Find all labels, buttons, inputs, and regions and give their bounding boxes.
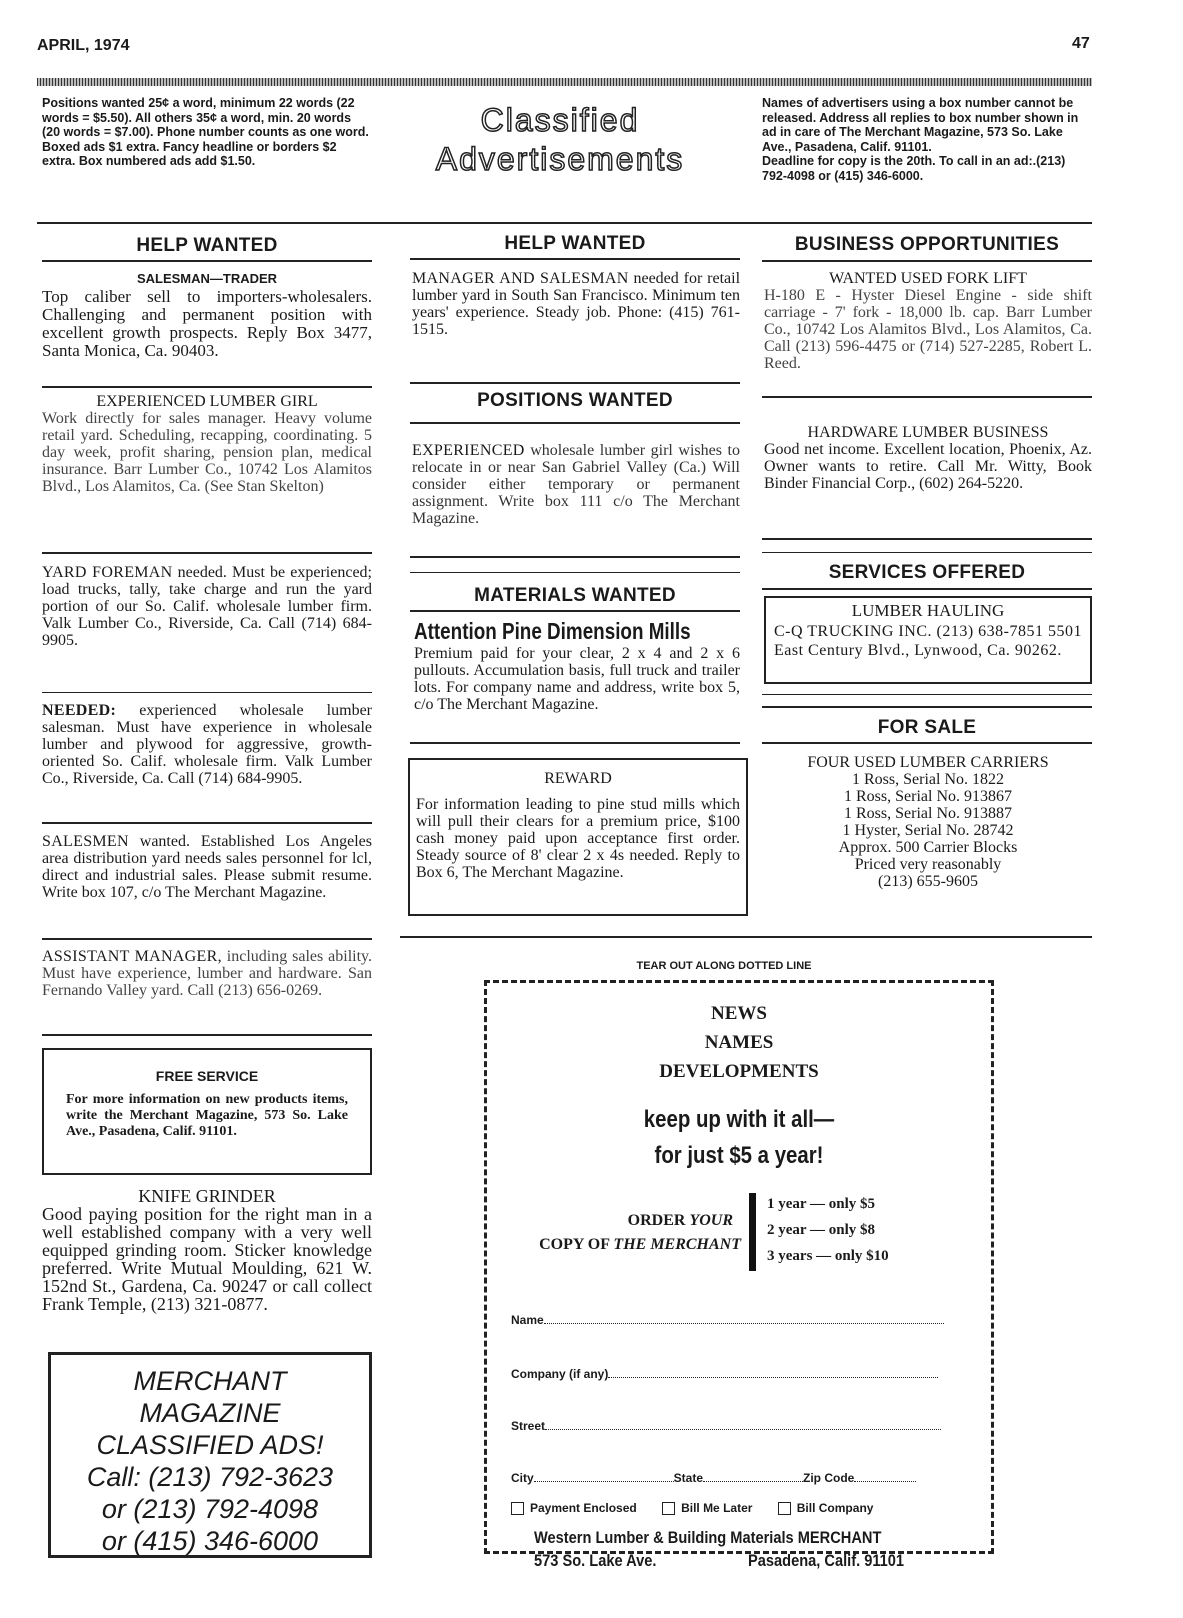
divider bbox=[410, 742, 740, 744]
price-3-year[interactable]: 3 years — only $10 bbox=[767, 1248, 889, 1264]
box-notice-text: Names of advertisers using a box number cannot be released. Address all replies to box number shown in ad in care of The Merchant Magazine, 573 So. Lake Ave., Pasadena, Calif. 91101. bbox=[762, 96, 1079, 154]
promo-line: MAGAZINE bbox=[139, 1398, 281, 1428]
order-line-1b: YOUR bbox=[689, 1212, 733, 1229]
masthead-rule bbox=[37, 222, 1092, 224]
col2-heading-rule bbox=[410, 258, 740, 260]
carrier-line: (213) 655-9605 bbox=[878, 873, 978, 890]
divider bbox=[410, 556, 740, 558]
divider bbox=[410, 572, 740, 573]
ad-lead: MANAGER AND SALESMAN bbox=[412, 270, 629, 287]
ad-lead: ASSISTANT MANAGER, bbox=[42, 948, 222, 965]
ad-body: H-180 E - Hyster Diesel Engine - side shift carriage - 7' fork - 18,000 lb. cap. Barr Lumber Co., 10742 Los Alamitos Blvd., Los Alamitos, Ca. Call (213) 596-4475 or (714) 527-2285, Robert L. Reed. bbox=[764, 287, 1092, 372]
ad-body: wholesale lumber girl wishes to relocate in or near San Gabriel Valley (Ca.) Will consider either temporary or permanent assignment. Write box 111 c/o The Merchant Magazine. bbox=[412, 442, 740, 527]
hauling-title: LUMBER HAULING bbox=[851, 601, 1005, 620]
publisher-address-right: Pasadena, Calif. 91101 bbox=[748, 1551, 905, 1570]
ad-wanted-fork-lift bbox=[764, 270, 1092, 372]
page-date: APRIL, 1974 bbox=[37, 37, 130, 54]
ad-title: KNIFE GRINDER bbox=[138, 1186, 276, 1206]
carrier-line: 1 Ross, Serial No. 1822 bbox=[852, 771, 1004, 788]
street-field[interactable] bbox=[511, 1419, 951, 1433]
page-number: 47 bbox=[1072, 35, 1090, 52]
divider bbox=[42, 1034, 372, 1036]
divider bbox=[42, 386, 372, 388]
bill-me-later-label: Bill Me Later bbox=[681, 1501, 753, 1515]
rate-info: Positions wanted 25¢ a word, minimum 22 words (22 words = $5.50). All others 35¢ a word, min. 20 words (20 words = $7.00). Phone number counts as one word. Boxed ads $1 extra. Fancy headline or borders $2 extra. Box numbered ads add $1.50. bbox=[42, 96, 369, 168]
deadline-text: Deadline for copy is the 20th. To call in an ad:.(213) 792-4098 or (415) 346-6000. bbox=[762, 154, 1066, 183]
order-divider-bar bbox=[749, 1193, 756, 1271]
col3-heading-rule bbox=[762, 260, 1092, 262]
coupon-publisher bbox=[534, 1525, 904, 1551]
hauling-body: C-Q TRUCKING INC. (213) 638-7851 5501 East Century Blvd., Lynwood, Ca. 90262. bbox=[774, 623, 1082, 659]
lumber-hauling-box bbox=[764, 596, 1092, 684]
publisher-name: Western Lumber & Building Materials MERCHANT bbox=[534, 1528, 882, 1547]
subscription-coupon[interactable] bbox=[484, 980, 994, 1554]
ad-body: needed. Must be experienced; load trucks, tally, take charge and run the yard portion of our So. Calif. wholesale lumber firm. Valk Lumber Co., Riverside, Ca. Call (714) 684-9905. bbox=[42, 564, 372, 649]
ad-lead: SALESMEN bbox=[42, 833, 129, 850]
carrier-line: Priced very reasonably bbox=[854, 856, 1002, 873]
payment-options bbox=[511, 1501, 971, 1515]
price-2-year[interactable]: 2 year — only $8 bbox=[767, 1222, 876, 1238]
col1-heading-rule bbox=[42, 260, 372, 262]
state-label: State bbox=[673, 1471, 704, 1485]
payment-enclosed-label: Payment Enclosed bbox=[530, 1501, 637, 1515]
col2-heading-materials: MATERIALS WANTED bbox=[474, 585, 676, 606]
option-bill-company[interactable] bbox=[778, 1501, 874, 1515]
street-label: Street bbox=[511, 1419, 546, 1433]
ad-body: including sales ability. Must have experience, lumber and hardware. San Fernando Valley yard. Call (213) 656-0269. bbox=[42, 948, 372, 999]
promo-line: or (213) 792-4098 bbox=[101, 1494, 319, 1524]
option-payment-enclosed[interactable] bbox=[511, 1501, 637, 1515]
ad-title: EXPERIENCED LUMBER GIRL bbox=[96, 393, 318, 410]
reward-title: REWARD bbox=[544, 770, 612, 787]
ad-lead: YARD FOREMAN bbox=[42, 564, 173, 581]
company-input-line[interactable] bbox=[608, 1377, 938, 1378]
promo-line: MERCHANT bbox=[133, 1366, 287, 1396]
ad-experienced-lumber-girl bbox=[42, 393, 372, 495]
slogan-line-2: for just $5 a year! bbox=[654, 1142, 824, 1169]
city-input-line[interactable] bbox=[534, 1481, 674, 1482]
zip-label: Zip Code bbox=[803, 1471, 855, 1485]
slogan-line-1: keep up with it all— bbox=[643, 1106, 835, 1133]
top-rule bbox=[37, 78, 1092, 86]
price-1-year[interactable]: 1 year — only $5 bbox=[767, 1196, 876, 1212]
ad-experienced-girl-wanted bbox=[412, 442, 740, 527]
promo-line: Call: (213) 792-3623 bbox=[86, 1462, 334, 1492]
ad-manager-and-salesman bbox=[412, 270, 740, 338]
col2-heading-positions: POSITIONS WANTED bbox=[477, 390, 673, 411]
col3-heading-for-sale: FOR SALE bbox=[877, 717, 977, 738]
divider bbox=[42, 692, 372, 693]
reward-box bbox=[408, 758, 748, 916]
free-service-title: FREE SERVICE bbox=[155, 1068, 259, 1084]
name-field[interactable] bbox=[511, 1313, 951, 1327]
divider bbox=[762, 552, 1092, 553]
coupon-headlines bbox=[487, 999, 991, 1086]
col3-heading-services: SERVICES OFFERED bbox=[828, 562, 1026, 583]
ad-salesman-trader bbox=[42, 270, 372, 360]
promo-text bbox=[51, 1365, 369, 1557]
ad-assistant-manager bbox=[42, 948, 372, 999]
street-input-line[interactable] bbox=[545, 1429, 941, 1430]
carrier-line: 1 Ross, Serial No. 913867 bbox=[844, 788, 1012, 805]
ad-lead: NEEDED: bbox=[42, 702, 117, 719]
divider bbox=[762, 694, 1092, 695]
ad-yard-foreman bbox=[42, 564, 372, 649]
payment-enclosed-checkbox[interactable] bbox=[511, 1502, 524, 1515]
box-number-notice bbox=[762, 96, 1092, 183]
ad-knife-grinder bbox=[42, 1187, 372, 1313]
ad-lead: EXPERIENCED bbox=[412, 442, 525, 459]
city-label: City bbox=[511, 1471, 534, 1485]
ad-title: SALESMAN—TRADER bbox=[136, 271, 278, 286]
ad-body: needed for retail lumber yard in South San Francisco. Minimum ten years' experience. Steady job. Phone: (415) 761-1515. bbox=[412, 270, 741, 338]
price-options bbox=[767, 1191, 967, 1269]
ad-body: wanted. Established Los Angeles area distribution yard needs sales personnel for lcl, direct and industrial sales. Please submit resume. Write box 107, c/o The Merchant Magazine. bbox=[42, 833, 372, 901]
bill-me-later-checkbox[interactable] bbox=[662, 1502, 675, 1515]
divider bbox=[762, 742, 1092, 744]
order-line-2 bbox=[503, 1233, 741, 1257]
headline-developments: DEVELOPMENTS bbox=[659, 1061, 819, 1082]
divider bbox=[762, 396, 1092, 398]
carrier-line: 1 Ross, Serial No. 913887 bbox=[844, 805, 1012, 822]
ad-pine-dimension-mills bbox=[414, 617, 740, 713]
ad-hardware-lumber-business bbox=[764, 424, 1092, 492]
ad-body: Good paying position for the right man in a well established company with a very well equipped grinding room. Sticker knowledge preferred. Write Mutual Moulding, 621 W. 152nd St., Gardena, Ca. 90247 or call collect Frank Temple, (213) 321-0877. bbox=[42, 1204, 372, 1314]
title-line-1: Classified bbox=[480, 102, 640, 138]
name-label: Name bbox=[511, 1313, 544, 1327]
carrier-line: Approx. 500 Carrier Blocks bbox=[838, 839, 1018, 856]
classified-promo-box bbox=[48, 1352, 372, 1558]
headline-news: NEWS bbox=[711, 1003, 767, 1024]
ad-body: Top caliber sell to importers-wholesalers. Challenging and permanent position with excellent growth prospects. Reply Box 3477, Santa Monica, Ca. 90403. bbox=[42, 287, 372, 360]
city-state-zip-field[interactable] bbox=[511, 1471, 971, 1485]
ad-title: Attention Pine Dimension Mills bbox=[414, 618, 691, 644]
ad-title: FOUR USED LUMBER CARRIERS bbox=[807, 754, 1049, 771]
tear-instruction: TEAR OUT ALONG DOTTED LINE bbox=[636, 960, 812, 972]
classified-title bbox=[385, 102, 735, 178]
divider bbox=[410, 422, 740, 424]
divider bbox=[762, 538, 1092, 540]
ad-title: WANTED USED FORK LIFT bbox=[829, 270, 1027, 287]
publisher-address-left: 573 So. Lake Ave. bbox=[534, 1551, 657, 1570]
reward-body: For information leading to pine stud mills which will pull their clears for a premium price, $100 cash money paid upon acceptance first order. Steady source of 8' clear 2 x 4s needed. Reply to Box 6, The Merchant Magazine. bbox=[416, 796, 740, 881]
divider bbox=[410, 382, 740, 384]
order-line-1a: ORDER bbox=[627, 1212, 690, 1229]
ad-needed-salesman bbox=[42, 702, 372, 787]
free-service-body: For more information on new products items, write the Merchant Magazine, 573 So. Lake Ave., Pasadena, Calif. 91101. bbox=[66, 1092, 348, 1139]
order-line-1 bbox=[503, 1209, 741, 1233]
ad-body: Work directly for sales manager. Heavy volume retail yard. Scheduling, recapping, coordinating. 5 day week, profit sharing, pension plan, medical insurance. Barr Lumber Co., 10742 Los Alamitos Blvd., Los Alamitos, Ca. (See Stan Skelton) bbox=[42, 410, 372, 495]
divider bbox=[42, 552, 372, 554]
col2-heading: HELP WANTED bbox=[504, 233, 646, 254]
state-input-line[interactable] bbox=[703, 1481, 803, 1482]
divider bbox=[42, 938, 372, 940]
free-service-box bbox=[42, 1048, 372, 1175]
divider bbox=[762, 588, 1092, 590]
company-field[interactable] bbox=[511, 1367, 951, 1381]
ad-body: Good net income. Excellent location, Phoenix, Az. Owner wants to retire. Call Mr. Witty, Book Binder Financial Corp., (602) 264-5220. bbox=[764, 441, 1092, 492]
ad-salesmen-wanted bbox=[42, 833, 372, 901]
bill-company-checkbox[interactable] bbox=[778, 1502, 791, 1515]
col1-heading: HELP WANTED bbox=[136, 235, 278, 256]
order-line-2a: COPY OF bbox=[539, 1236, 614, 1253]
divider bbox=[762, 706, 1092, 708]
divider bbox=[410, 610, 740, 612]
promo-line: or (415) 346-6000 bbox=[101, 1526, 319, 1556]
carrier-line: 1 Hyster, Serial No. 28742 bbox=[842, 822, 1014, 839]
bill-company-label: Bill Company bbox=[796, 1501, 874, 1515]
col3-heading: BUSINESS OPPORTUNITIES bbox=[794, 234, 1060, 255]
name-input-line[interactable] bbox=[544, 1323, 944, 1324]
order-line-2b: THE MERCHANT bbox=[613, 1236, 741, 1253]
headline-names: NAMES bbox=[704, 1032, 774, 1053]
ad-lumber-carriers bbox=[764, 754, 1092, 890]
title-line-2: Advertisements bbox=[435, 141, 685, 177]
promo-line: CLASSIFIED ADS! bbox=[96, 1430, 324, 1460]
company-label: Company (if any) bbox=[511, 1367, 609, 1381]
divider bbox=[42, 822, 372, 824]
zip-input-line[interactable] bbox=[854, 1481, 916, 1482]
ad-body: Premium paid for your clear, 2 x 4 and 2 x 6 pullouts. Accumulation basis, full truck and trailer lots. For company name and address, write box 5, c/o The Merchant Magazine. bbox=[414, 645, 740, 713]
coupon-top-rule bbox=[400, 936, 1092, 938]
ad-title: HARDWARE LUMBER BUSINESS bbox=[807, 424, 1049, 441]
option-bill-me-later[interactable] bbox=[662, 1501, 752, 1515]
coupon-slogan bbox=[525, 1102, 953, 1174]
ad-body: experienced wholesale lumber salesman. Must have experience in wholesale lumber and plywood for aggressive, growth-oriented So. Calif. wholesale firm. Valk Lumber Co., Riverside, Ca. Call (714) 684-9905. bbox=[42, 702, 372, 787]
order-text bbox=[503, 1209, 741, 1257]
